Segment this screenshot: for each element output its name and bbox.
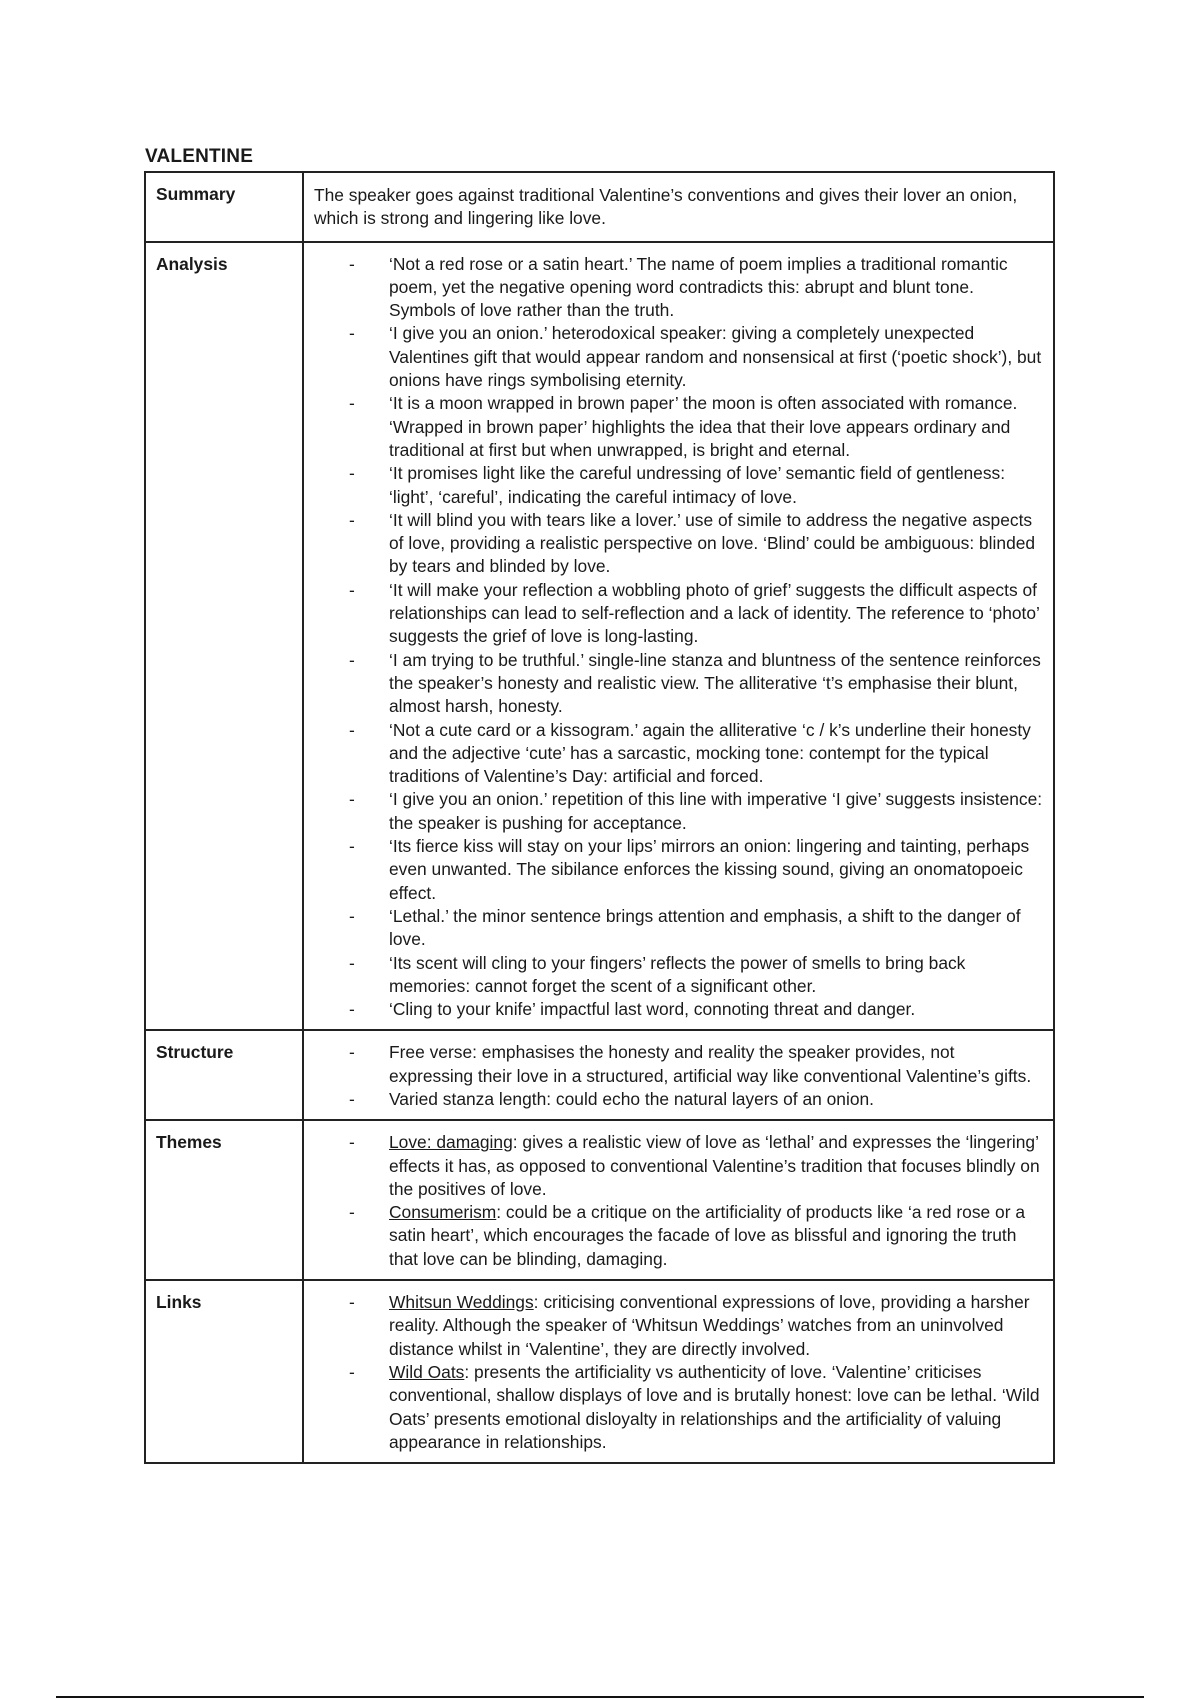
links-item (389, 1291, 1043, 1361)
link-heading-whitsun-weddings: Whitsun Weddings (389, 1292, 534, 1313)
structure-list (314, 1041, 1043, 1111)
link-text: : criticising conventional expressions of love, providing a harsher reality. Although the speaker of ‘Whitsun Weddings’ watches from an uninvolved distance whilst in ‘Valentine’, they are directly involved. (389, 1292, 1030, 1359)
themes-item (389, 1131, 1043, 1201)
analysis-item: - ‘It promises light like the careful undressing of love’ semantic field of gentleness: ‘light’, ‘careful’, indicating the careful intimacy of love. (389, 462, 1043, 509)
analysis-item: - ‘I give you an onion.’ heterodoxical speaker: giving a completely unexpected Valentines gift that would appear random and nonsensical at first (‘poetic shock’), but onions have rings symbolising eternity. (389, 322, 1043, 392)
themes-item (389, 1201, 1043, 1271)
analysis-item: - ‘I give you an onion.’ repetition of this line with imperative ‘I give’ suggests insistence: the speaker is pushing for acceptance. (389, 788, 1043, 835)
theme-text: : could be a critique on the artificiality of products like ‘a red rose or a satin heart’, which encourages the facade of love as blissful and ignoring the truth that love can be blinding, damaging. (389, 1202, 1026, 1269)
analysis-content (303, 242, 1054, 1031)
structure-content (303, 1030, 1054, 1120)
page-title: VALENTINE (145, 146, 254, 167)
theme-heading-consumerism: Consumerism (389, 1202, 497, 1223)
theme-heading-love-damaging: Love: damaging (389, 1132, 513, 1153)
notes-table (144, 171, 1055, 1464)
themes-list (314, 1131, 1043, 1271)
analysis-label: Analysis (145, 242, 303, 1031)
analysis-item: - ‘Its fierce kiss will stay on your lips’ mirrors an onion: lingering and tainting, perhaps even unwanted. The sibilance enforces the kissing sound, giving an onomatopoeic effect. (389, 835, 1043, 905)
structure-label: Structure (145, 1030, 303, 1120)
themes-row (145, 1120, 1054, 1280)
links-row (145, 1280, 1054, 1463)
analysis-item: - ‘Not a cute card or a kissogram.’ again the alliterative ‘c / k’s underline their honesty and the adjective ‘cute’ has a sarcastic, mocking tone: contempt for the typical traditions of Valentine’s Day: artificial and forced. (389, 719, 1043, 789)
summary-row (145, 172, 1054, 242)
links-list (314, 1291, 1043, 1454)
analysis-row (145, 242, 1054, 1031)
theme-text: : gives a realistic view of love as ‘lethal’ and expresses the ‘lingering’ effects it has, as opposed to conventional Valentine’s tradition that focuses blindly on the positives of love. (389, 1132, 1040, 1199)
structure-item: - Varied stanza length: could echo the natural layers of an onion. (389, 1088, 1043, 1111)
analysis-item: - ‘It is a moon wrapped in brown paper’ the moon is often associated with romance. ‘Wrapped in brown paper’ highlights the idea that their love appears ordinary and traditional at first but when unwrapped, is bright and eternal. (389, 392, 1043, 462)
analysis-item: - ‘Lethal.’ the minor sentence brings attention and emphasis, a shift to the danger of love. (389, 905, 1043, 952)
analysis-item: - ‘Cling to your knife’ impactful last word, connoting threat and danger. (389, 998, 1043, 1021)
links-content (303, 1280, 1054, 1463)
footer-divider (56, 1696, 1144, 1698)
analysis-item: - ‘I am trying to be truthful.’ single-line stanza and bluntness of the sentence reinforces the speaker’s honesty and realistic view. The alliterative ‘t’s emphasise their blunt, almost harsh, honesty. (389, 649, 1043, 719)
links-item (389, 1361, 1043, 1454)
link-text: : presents the artificiality vs authenticity of love. ‘Valentine’ criticises conventional, shallow displays of love and is brutally honest: love can be lethal. ‘Wild Oats’ presents emotional disloyalty in relationships and the artificiality of valuing appearance in relationships. (389, 1361, 1040, 1452)
structure-row (145, 1030, 1054, 1120)
summary-text: The speaker goes against traditional Valentine’s conventions and gives their lover an onion, which is strong and lingering like love. (303, 172, 1054, 242)
analysis-item: - ‘It will blind you with tears like a lover.’ use of simile to address the negative aspects of love, providing a realistic perspective on love. ‘Blind’ could be ambiguous: blinded by tears and blinded by love. (389, 509, 1043, 579)
analysis-item: - ‘Its scent will cling to your fingers’ reflects the power of smells to bring back memories: cannot forget the scent of a significant other. (389, 952, 1043, 999)
summary-label: Summary (145, 172, 303, 242)
link-heading-wild-oats: Wild Oats (389, 1361, 465, 1382)
analysis-list (314, 253, 1043, 1022)
themes-label: Themes (145, 1120, 303, 1280)
structure-item: - Free verse: emphasises the honesty and reality the speaker provides, not expressing their love in a structured, artificial way like conventional Valentine’s gifts. (389, 1041, 1043, 1088)
analysis-item: - ‘It will make your reflection a wobbling photo of grief’ suggests the difficult aspects of relationships can lead to self-reflection and a lack of identity. The reference to ‘photo’ suggests the grief of love is long-lasting. (389, 579, 1043, 649)
links-label: Links (145, 1280, 303, 1463)
analysis-item: - ‘Not a red rose or a satin heart.’ The name of poem implies a traditional romantic poem, yet the negative opening word contradicts this: abrupt and blunt tone. Symbols of love rather than the truth. (389, 253, 1043, 323)
themes-content (303, 1120, 1054, 1280)
